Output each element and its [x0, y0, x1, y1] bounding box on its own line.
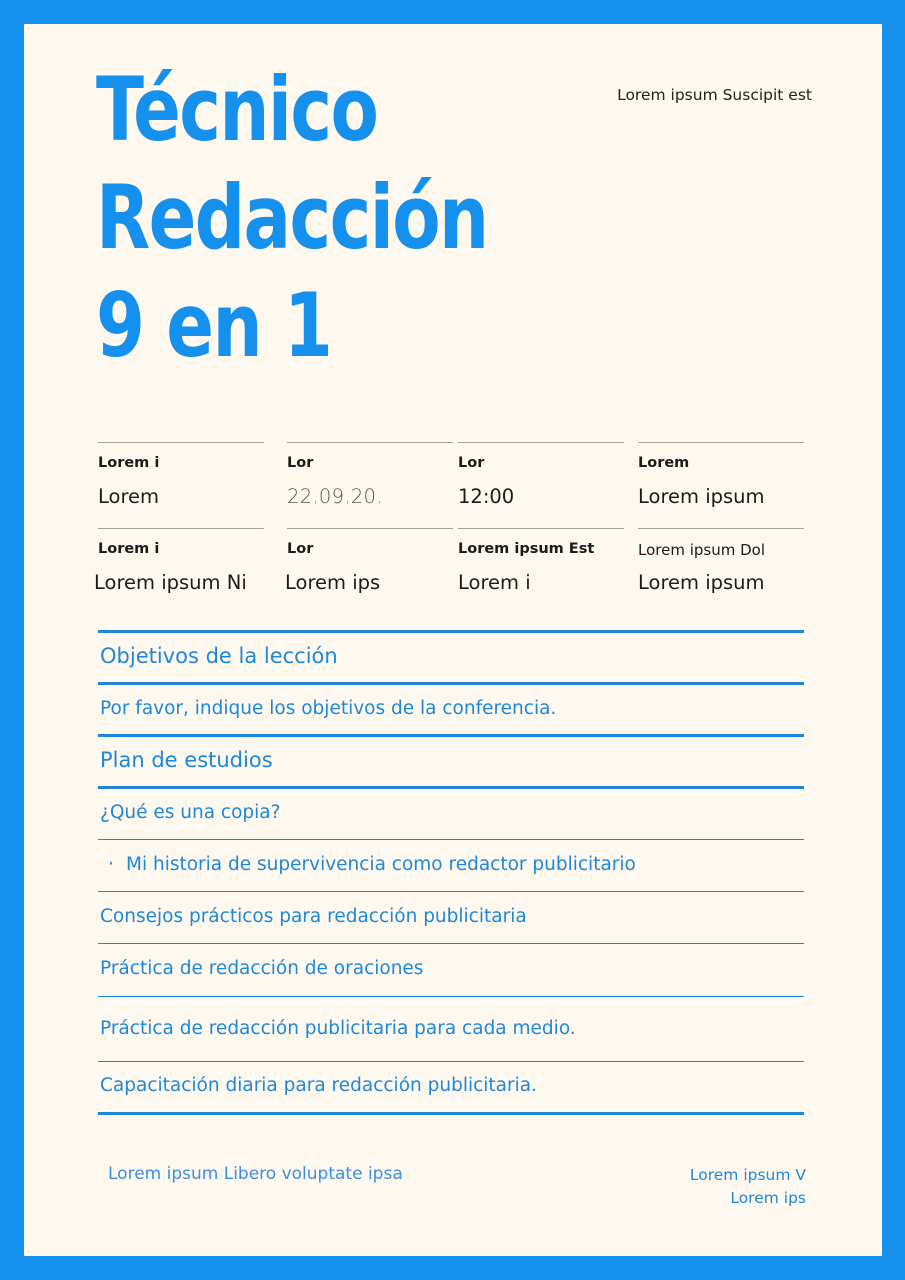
footer-right-caption — [690, 1164, 806, 1210]
list-item-text: Práctica de redacción de oraciones — [100, 958, 424, 979]
info-cell — [458, 528, 624, 609]
title-line-3: 9 en 1 — [96, 274, 332, 377]
info-value: Lorem ips — [285, 571, 381, 594]
bullet-icon: · — [108, 854, 114, 875]
objectives-heading-text: Objetivos de la lección — [100, 644, 338, 668]
info-label: Lorem ipsum Dol — [638, 541, 766, 559]
list-item-text: Mi historia de supervivencia como redactor publicitario — [126, 854, 636, 875]
list-item-text: Práctica de redacción publicitaria para cada medio. — [100, 1018, 576, 1039]
info-cell — [638, 528, 804, 609]
info-cell — [287, 528, 453, 609]
divider-line — [98, 630, 804, 633]
plan-heading-text: Plan de estudios — [100, 748, 273, 772]
list-item-text: Consejos prácticos para redacción publicitaria — [100, 906, 527, 927]
top-right-caption: Lorem ipsum Suscipit est — [617, 86, 812, 104]
info-label: Lor — [458, 455, 485, 471]
info-label: Lor — [287, 541, 314, 557]
info-value: Lorem i — [458, 571, 531, 594]
info-label: Lor — [287, 455, 314, 471]
divider-line — [98, 682, 804, 685]
divider-line — [98, 1112, 804, 1115]
divider-line — [98, 734, 804, 737]
objectives-text-content: Por favor, indique los objetivos de la conferencia. — [100, 698, 557, 719]
info-cell — [98, 442, 264, 523]
divider-line — [98, 839, 804, 840]
divider-line — [98, 996, 804, 997]
info-label: Lorem ipsum Est — [458, 541, 595, 557]
document-page — [24, 24, 882, 1256]
footer-right-line-2: Lorem ips — [730, 1189, 806, 1207]
info-label: Lorem i — [98, 455, 160, 471]
divider-line — [98, 1061, 804, 1062]
divider-line — [98, 891, 804, 892]
divider-line — [98, 786, 804, 789]
info-value-time: 12:00 — [458, 485, 515, 508]
divider-line — [98, 943, 804, 944]
title-line-1: Técnico — [96, 58, 378, 161]
info-value: Lorem — [98, 485, 160, 508]
info-cell — [638, 442, 804, 523]
info-cell — [94, 528, 264, 609]
title-line-2: Redacción — [96, 166, 488, 269]
info-label: Lorem i — [98, 541, 160, 557]
info-label: Lorem — [638, 455, 690, 471]
footer-left-caption: Lorem ipsum Libero voluptate ipsa — [108, 1164, 403, 1184]
info-value: Lorem ipsum — [638, 571, 765, 594]
info-cell — [287, 442, 453, 523]
list-item-text: ¿Qué es una copia? — [100, 802, 281, 823]
info-value: Lorem ipsum — [638, 485, 765, 508]
info-value-date: 22.09.20. — [287, 485, 383, 508]
info-value: Lorem ipsum Ni — [94, 571, 247, 594]
footer-right-line-1: Lorem ipsum V — [689, 1166, 806, 1184]
info-cell — [458, 442, 624, 523]
list-item-text: Capacitación diaria para redacción publicitaria. — [100, 1075, 537, 1096]
